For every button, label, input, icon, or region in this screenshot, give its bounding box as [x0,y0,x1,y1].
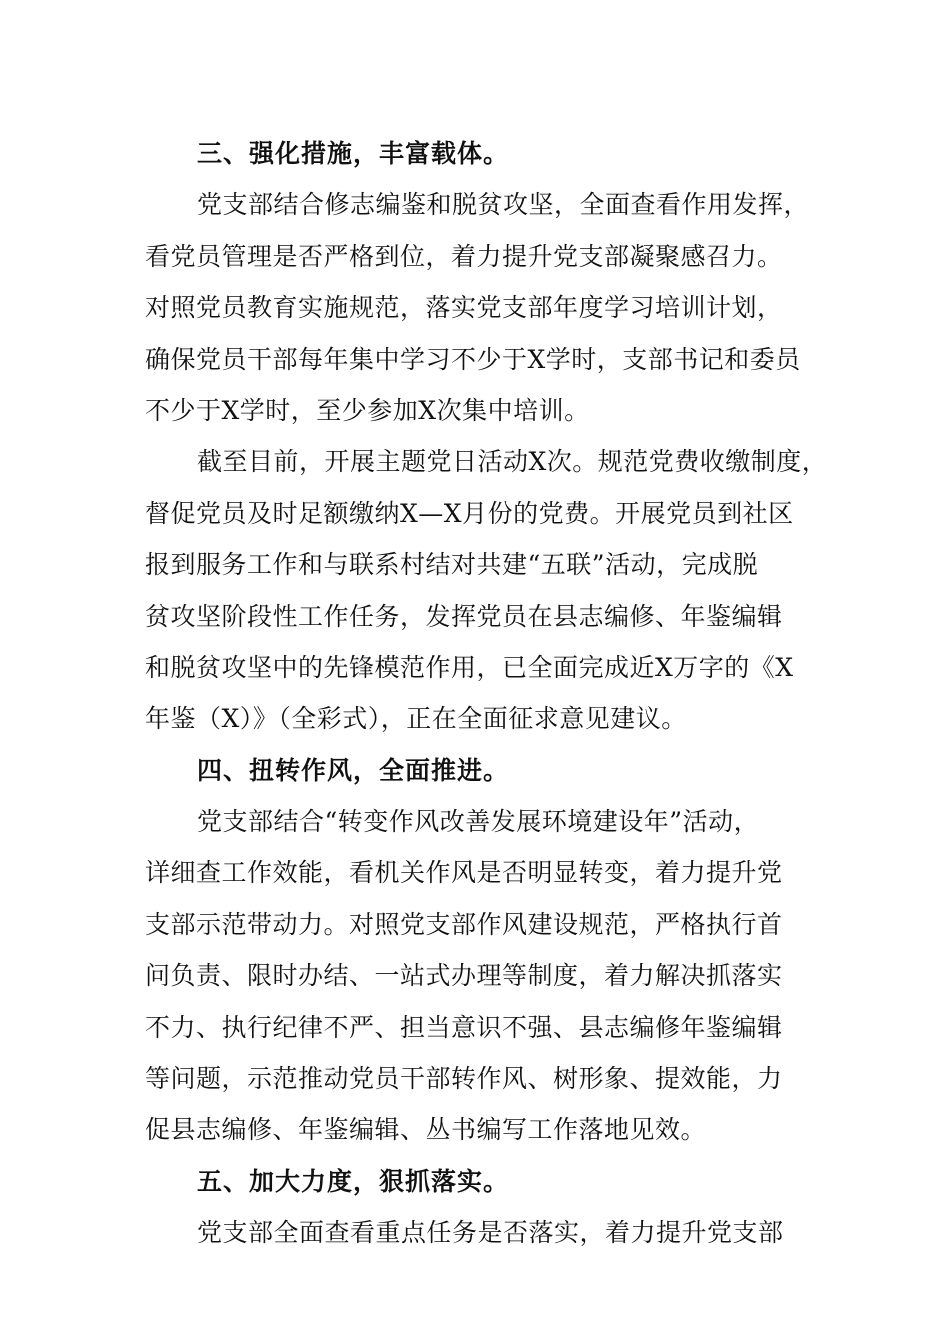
paragraph-line: 督促党员及时足额缴纳X—X月份的党费。开展党员到社区 [145,498,794,528]
paragraph-line: 党支部全面查看重点任务是否落实，着力提升党支部 [197,1218,784,1248]
section-heading: 三、强化措施，丰富载体。 [197,139,510,168]
document-body [145,128,835,1259]
paragraph-line: 看党员管理是否严格到位，着力提升党支部凝聚感召力。 [145,241,783,271]
paragraph-line: 促县志编修、年鉴编辑、丛书编写工作落地见效。 [145,1115,707,1145]
paragraph-line: 不少于X学时，至少参加X次集中培训。 [145,395,590,425]
paragraph-line: 贫攻坚阶段性工作任务，发挥党员在县志编修、年鉴编辑 [145,601,783,631]
paragraph-line: 报到服务工作和与联系村结对共建“五联”活动，完成脱 [145,550,759,580]
paragraph-line: 不力、执行纪律不严、担当意识不强、县志编修年鉴编辑 [145,1012,783,1042]
paragraph-line: 党支部结合“转变作风改善发展环境建设年”活动， [197,807,760,837]
section-heading: 四、扭转作风，全面推进。 [197,755,510,785]
paragraph-line: 截至目前，开展主题党日活动X次。规范党费收缴制度， [197,447,828,477]
paragraph-line: 详细查工作效能，看机关作风是否明显转变，着力提升党 [145,858,783,888]
paragraph-line: 问负责、限时办结、一站式办理等制度，着力解决抓落实 [145,961,783,991]
section-heading: 五、加大力度，狠抓落实。 [197,1166,510,1196]
paragraph-line: 年鉴（X）》（全彩式），正在全面征求意见建议。 [145,704,687,734]
paragraph-line: 党支部结合修志编鉴和脱贫攻坚，全面查看作用发挥， [197,190,810,220]
paragraph-line: 支部示范带动力。对照党支部作风建设规范，严格执行首 [145,909,783,939]
paragraph-line: 等问题，示范推动党员干部转作风、树形象、提效能，力 [145,1064,783,1094]
paragraph-line: 对照党员教育实施规范，落实党支部年度学习培训计划， [145,293,783,323]
paragraph-line: 确保党员干部每年集中学习不少于X学时，支部书记和委员 [145,344,801,374]
paragraph-line: 和脱贫攻坚中的先锋模范作用，已全面完成近X万字的《X [145,652,794,682]
